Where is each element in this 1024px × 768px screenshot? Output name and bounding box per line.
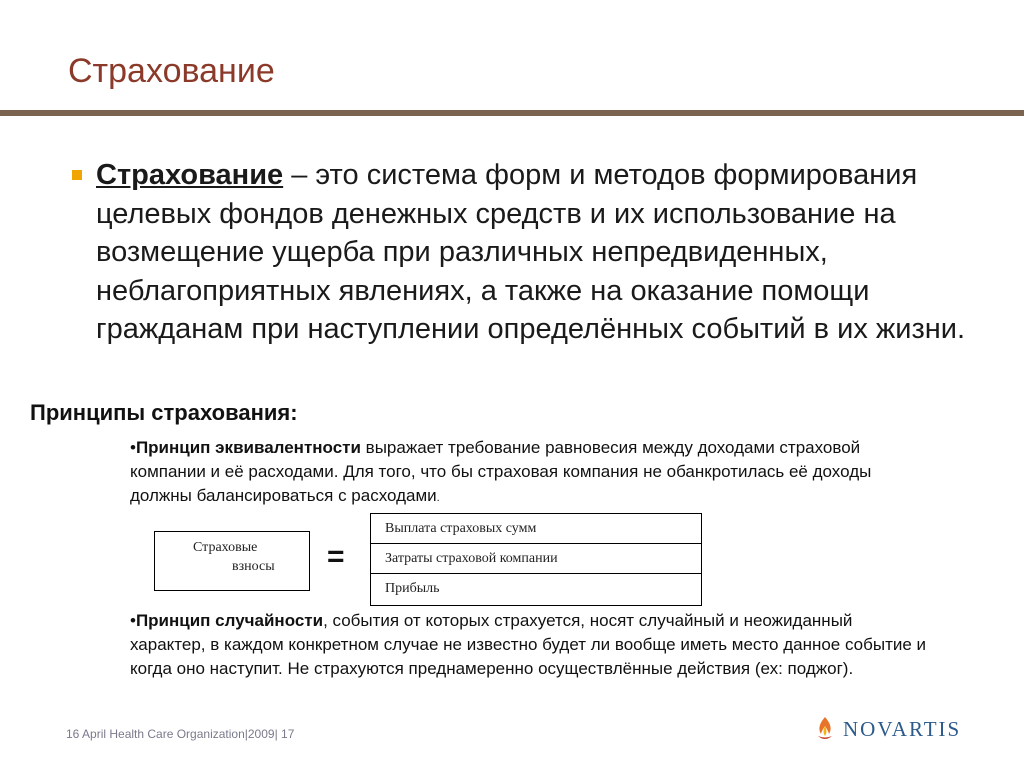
- expenses-row-profit: Прибыль: [385, 581, 440, 596]
- premiums-line2: взносы: [232, 559, 275, 574]
- flame-icon: [815, 716, 835, 742]
- premiums-box: [154, 531, 310, 591]
- principles-heading: Принципы страхования:: [30, 400, 298, 425]
- expenses-table: [370, 513, 702, 606]
- principle-randomness: [130, 609, 930, 681]
- novartis-logo: [815, 716, 961, 742]
- title-divider: [0, 110, 1024, 116]
- principle-randomness-text: , события от которых страхуется, носят случайный и неожиданный характер, в каждом конкретном случае не известно будет ли вообще иметь место данное событие и когда оно наступит. Не страхуются преднамеренно осуществлённые действия (ех: поджог).: [130, 611, 927, 678]
- logo-text: NOVARTIS: [843, 716, 962, 741]
- bullet-dot: •: [130, 438, 136, 457]
- slide-footer: 16 April Health Care Organization|2009| 17: [66, 727, 295, 741]
- expenses-row-costs: Затраты страховой компании: [371, 544, 701, 574]
- principle-equivalence-name: Принцип эквивалентности: [135, 438, 361, 457]
- principle-equivalence-text: выражает требование равновесия между доходами страховой компании и её расходами. Для того, что бы страховая компания не обанкротилась её доходы должны балансироваться с расходами: [130, 438, 872, 505]
- principle-equivalence-end: .: [436, 492, 440, 504]
- bullet-dot: •: [130, 611, 136, 630]
- definition-term: Страхование: [96, 159, 284, 191]
- expenses-row-payouts: Выплата страховых сумм: [371, 514, 701, 544]
- principle-randomness-name: Принцип случайности: [135, 611, 324, 630]
- square-bullet-icon: [72, 170, 82, 180]
- premiums-line1: Страховые: [193, 540, 258, 555]
- slide-title: Страхование: [68, 52, 275, 90]
- definition-text: – это система форм и методов формирования целевых фондов денежных средств и их использование на возмещение ущерба при различных непредвиденных, неблагоприятных явлениях, а также на оказание помощи гражданам при наступлении определённых событий в их жизни.: [96, 159, 966, 345]
- definition-paragraph: [96, 156, 996, 349]
- equals-sign: =: [327, 540, 345, 573]
- principle-equivalence: [130, 436, 930, 510]
